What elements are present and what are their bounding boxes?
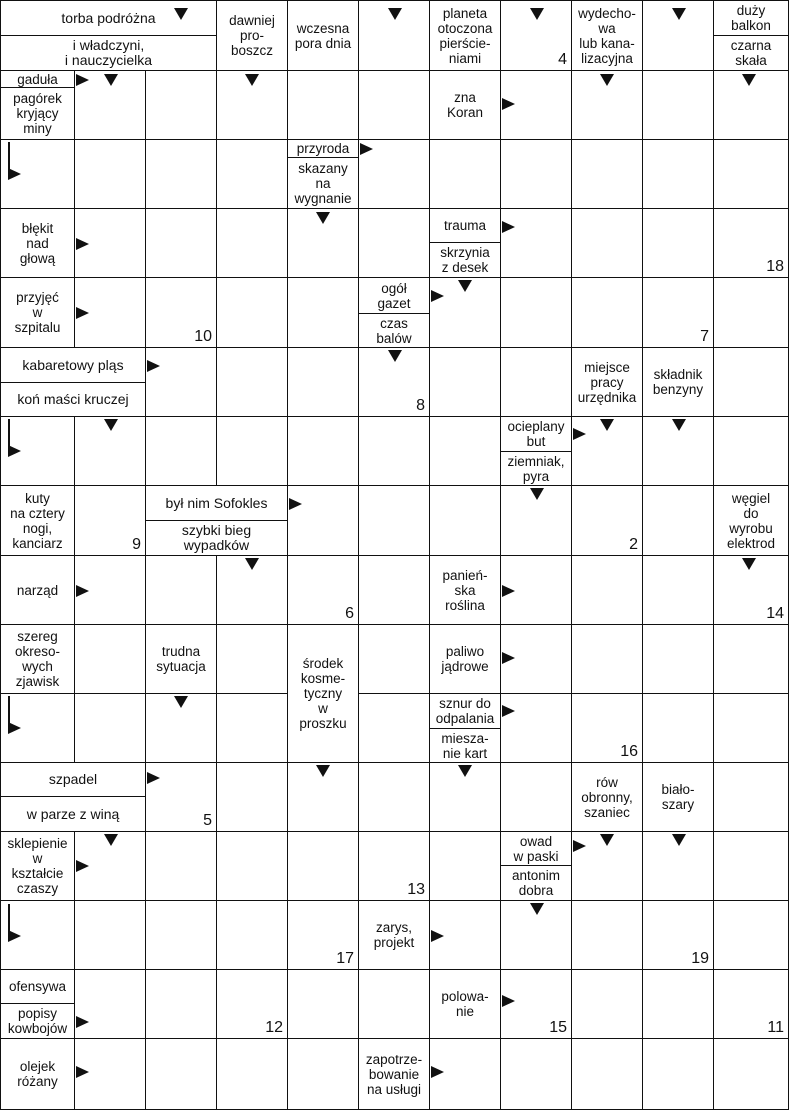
arrow-down-icon	[742, 558, 756, 570]
arrow-right-icon	[502, 652, 515, 664]
clue-cell: trauma	[430, 209, 501, 243]
arrow-stem-icon	[8, 142, 10, 170]
arrow-down-icon	[316, 765, 330, 777]
answer-cell[interactable]	[643, 901, 714, 970]
answer-cell[interactable]	[501, 348, 572, 417]
clue-cell: miejsce pracy urzędnika	[572, 348, 643, 417]
answer-cell[interactable]	[217, 278, 288, 348]
arrow-down-icon	[388, 350, 402, 362]
arrow-right-icon	[573, 840, 586, 852]
answer-cell[interactable]	[714, 763, 789, 832]
answer-cell[interactable]	[359, 625, 430, 694]
clue-cell: szpadel	[0, 763, 146, 797]
answer-cell[interactable]	[359, 763, 430, 832]
answer-cell[interactable]	[288, 970, 359, 1039]
answer-cell[interactable]	[359, 556, 430, 625]
answer-cell[interactable]	[714, 140, 789, 209]
arrow-down-icon	[672, 419, 686, 431]
clue-cell: polowa- nie	[430, 970, 501, 1039]
answer-cell[interactable]	[643, 486, 714, 556]
arrow-down-icon	[530, 8, 544, 20]
cell-number: 5	[203, 812, 212, 829]
clue-cell: biało- szary	[643, 763, 714, 832]
clue-cell: trudna sytuacja	[146, 625, 217, 694]
answer-cell[interactable]	[288, 71, 359, 140]
answer-cell[interactable]	[217, 694, 288, 763]
answer-cell[interactable]	[714, 694, 789, 763]
arrow-down-icon	[600, 419, 614, 431]
cell-number: 15	[549, 1019, 567, 1036]
answer-cell[interactable]	[501, 278, 572, 348]
answer-cell[interactable]	[643, 556, 714, 625]
answer-cell[interactable]	[714, 348, 789, 417]
answer-cell[interactable]	[146, 556, 217, 625]
cell-number: 17	[336, 950, 354, 967]
answer-cell[interactable]	[217, 832, 288, 901]
answer-cell[interactable]	[501, 763, 572, 832]
answer-cell[interactable]	[288, 901, 359, 970]
arrow-right-icon	[502, 98, 515, 110]
cell-number: 8	[416, 397, 425, 414]
arrow-right-icon	[76, 74, 89, 86]
clue-cell: pagórek kryjący miny	[0, 88, 75, 140]
answer-cell[interactable]	[572, 625, 643, 694]
answer-cell[interactable]	[572, 970, 643, 1039]
cell-number: 13	[407, 881, 425, 898]
clue-cell: popisy kowbojów	[0, 1004, 75, 1039]
arrow-down-icon	[104, 834, 118, 846]
answer-cell[interactable]	[714, 901, 789, 970]
arrow-right-icon	[76, 1066, 89, 1078]
answer-cell[interactable]	[643, 71, 714, 140]
clue-cell: zarys, projekt	[359, 901, 430, 970]
clue-cell: narząd	[0, 556, 75, 625]
answer-cell[interactable]	[288, 417, 359, 486]
clue-cell: składnik benzyny	[643, 348, 714, 417]
answer-cell[interactable]	[75, 694, 146, 763]
clue-cell: błękit nad głową	[0, 209, 75, 278]
arrow-right-icon	[147, 772, 160, 784]
answer-cell[interactable]	[146, 970, 217, 1039]
arrow-right-icon	[76, 307, 89, 319]
arrow-down-icon	[388, 8, 402, 20]
arrow-down-icon	[600, 834, 614, 846]
clue-cell: przyjęć w szpitalu	[0, 278, 75, 348]
clue-cell: rów obronny, szaniec	[572, 763, 643, 832]
arrow-right-icon	[431, 290, 444, 302]
arrow-right-icon	[76, 860, 89, 872]
answer-cell[interactable]	[288, 348, 359, 417]
arrow-down-icon	[672, 834, 686, 846]
answer-cell[interactable]	[146, 1039, 217, 1110]
answer-cell[interactable]	[359, 209, 430, 278]
clue-cell: ogół gazet	[359, 278, 430, 314]
answer-cell[interactable]	[217, 209, 288, 278]
clue-cell: czarna skała	[714, 36, 789, 71]
clue-cell: przyroda	[288, 140, 359, 158]
answer-cell[interactable]	[359, 417, 430, 486]
clue-cell: gaduła	[0, 71, 75, 88]
arrow-down-icon	[104, 74, 118, 86]
answer-cell[interactable]	[359, 970, 430, 1039]
clue-cell: wydecho- wa lub kana- lizacyjna	[572, 0, 643, 71]
answer-cell[interactable]	[572, 209, 643, 278]
clue-cell: środek kosme- tyczny w proszku	[288, 625, 359, 763]
arrow-right-icon	[502, 585, 515, 597]
cell-number: 9	[132, 536, 141, 553]
arrow-stem-icon	[8, 904, 10, 932]
clue-cell: w parze z winą	[0, 797, 146, 832]
answer-cell[interactable]	[501, 140, 572, 209]
answer-cell[interactable]	[643, 1039, 714, 1110]
cell-number: 16	[620, 743, 638, 760]
arrow-right-icon	[502, 995, 515, 1007]
answer-cell[interactable]	[501, 1039, 572, 1110]
arrow-stem-icon	[8, 419, 10, 447]
arrow-right-icon	[360, 143, 373, 155]
answer-cell[interactable]	[643, 140, 714, 209]
answer-cell[interactable]	[572, 901, 643, 970]
clue-cell: owad w paski	[501, 832, 572, 866]
answer-cell[interactable]	[146, 209, 217, 278]
answer-cell[interactable]	[572, 1039, 643, 1110]
answer-cell[interactable]	[714, 1039, 789, 1110]
answer-cell[interactable]	[643, 209, 714, 278]
answer-cell[interactable]	[572, 140, 643, 209]
clue-cell: kabaretowy pląs	[0, 348, 146, 383]
answer-cell[interactable]	[643, 970, 714, 1039]
arrow-down-icon	[672, 8, 686, 20]
clue-cell: szybki bieg wypadków	[146, 521, 288, 556]
clue-cell: dawniej pro- boszcz	[217, 0, 288, 71]
answer-cell[interactable]	[146, 832, 217, 901]
clue-cell: ziemniak, pyra	[501, 452, 572, 486]
answer-cell[interactable]	[75, 970, 146, 1039]
arrow-down-icon	[600, 74, 614, 86]
clue-cell: zna Koran	[430, 71, 501, 140]
clue-cell: sznur do odpalania	[430, 694, 501, 729]
answer-cell[interactable]	[146, 140, 217, 209]
answer-cell[interactable]	[217, 901, 288, 970]
cell-number: 19	[691, 950, 709, 967]
answer-cell[interactable]	[146, 71, 217, 140]
answer-cell[interactable]	[359, 832, 430, 901]
answer-cell[interactable]	[430, 417, 501, 486]
arrow-down-icon	[742, 74, 756, 86]
answer-cell[interactable]	[714, 209, 789, 278]
cell-number: 2	[629, 536, 638, 553]
answer-cell[interactable]	[288, 832, 359, 901]
clue-cell: szereg okreso- wych zjawisk	[0, 625, 75, 694]
arrow-right-icon	[502, 705, 515, 717]
cell-number: 4	[558, 51, 567, 68]
answer-cell[interactable]	[714, 832, 789, 901]
clue-cell: panień- ska roślina	[430, 556, 501, 625]
answer-cell[interactable]	[643, 625, 714, 694]
clue-cell: duży balkon	[714, 0, 789, 36]
answer-cell[interactable]	[359, 486, 430, 556]
cell-number: 12	[265, 1019, 283, 1036]
cell-number: 14	[766, 605, 784, 622]
arrow-right-icon	[289, 498, 302, 510]
clue-cell: miesza- nie kart	[430, 729, 501, 763]
answer-cell[interactable]	[217, 140, 288, 209]
answer-cell[interactable]	[217, 1039, 288, 1110]
answer-cell[interactable]	[714, 970, 789, 1039]
answer-cell[interactable]	[75, 625, 146, 694]
answer-cell[interactable]	[501, 209, 572, 278]
arrow-right-icon	[502, 221, 515, 233]
answer-cell[interactable]	[288, 278, 359, 348]
arrow-down-icon	[530, 488, 544, 500]
arrow-down-icon	[458, 280, 472, 292]
arrow-down-icon	[245, 558, 259, 570]
answer-cell[interactable]	[643, 278, 714, 348]
answer-cell[interactable]	[572, 486, 643, 556]
arrow-right-icon	[76, 1016, 89, 1028]
answer-cell[interactable]	[75, 486, 146, 556]
answer-cell[interactable]	[714, 625, 789, 694]
arrow-right-icon	[76, 585, 89, 597]
answer-cell[interactable]	[359, 71, 430, 140]
answer-cell[interactable]	[288, 556, 359, 625]
clue-cell: był nim Sofokles	[146, 486, 288, 521]
clue-cell: ofensywa	[0, 970, 75, 1004]
clue-cell: i władczyni, i nauczycielka	[0, 36, 217, 71]
answer-cell[interactable]	[146, 348, 217, 417]
cell-number: 6	[345, 605, 354, 622]
cell-number: 10	[194, 328, 212, 345]
answer-cell[interactable]	[572, 278, 643, 348]
answer-cell[interactable]	[217, 417, 288, 486]
answer-cell[interactable]	[430, 832, 501, 901]
arrow-right-icon	[76, 238, 89, 250]
clue-cell: węgiel do wyrobu elektrod	[714, 486, 789, 556]
arrow-down-icon	[174, 8, 188, 20]
answer-cell[interactable]	[217, 348, 288, 417]
arrow-down-icon	[530, 903, 544, 915]
cell-number: 7	[700, 328, 709, 345]
arrow-down-icon	[316, 212, 330, 224]
answer-cell[interactable]	[146, 278, 217, 348]
clue-cell: kuty na cztery nogi, kanciarz	[0, 486, 75, 556]
answer-cell[interactable]	[430, 486, 501, 556]
answer-cell[interactable]	[430, 140, 501, 209]
answer-cell[interactable]	[430, 348, 501, 417]
answer-cell[interactable]	[359, 694, 430, 763]
answer-cell[interactable]	[643, 694, 714, 763]
answer-cell[interactable]	[217, 763, 288, 832]
clue-cell: czas balów	[359, 314, 430, 348]
answer-cell[interactable]	[714, 417, 789, 486]
answer-cell[interactable]	[217, 970, 288, 1039]
answer-cell[interactable]	[288, 1039, 359, 1110]
answer-cell[interactable]	[146, 901, 217, 970]
arrow-right-icon	[431, 1066, 444, 1078]
arrow-right-icon	[573, 428, 586, 440]
clue-cell: wczesna pora dnia	[288, 0, 359, 71]
answer-cell[interactable]	[75, 140, 146, 209]
arrow-right-icon	[147, 360, 160, 372]
clue-cell: paliwo jądrowe	[430, 625, 501, 694]
arrow-stem-icon	[8, 696, 10, 724]
clue-cell: olejek różany	[0, 1039, 75, 1110]
clue-cell: skazany na wygnanie	[288, 158, 359, 209]
answer-cell[interactable]	[288, 486, 359, 556]
clue-cell: antonim dobra	[501, 866, 572, 901]
clue-cell: sklepienie w kształcie czaszy	[0, 832, 75, 901]
arrow-down-icon	[104, 419, 118, 431]
answer-cell[interactable]	[572, 556, 643, 625]
cell-number: 11	[767, 1019, 784, 1036]
answer-cell[interactable]	[146, 417, 217, 486]
answer-cell[interactable]	[572, 694, 643, 763]
answer-cell[interactable]	[75, 901, 146, 970]
arrow-down-icon	[245, 74, 259, 86]
clue-cell: ocieplany but	[501, 417, 572, 452]
clue-cell: torba podróżna	[0, 0, 217, 36]
arrow-down-icon	[174, 696, 188, 708]
clue-cell: skrzynia z desek	[430, 243, 501, 278]
clue-cell: koń maści kruczej	[0, 383, 146, 417]
arrow-right-icon	[431, 930, 444, 942]
answer-cell[interactable]	[217, 625, 288, 694]
clue-cell: zapotrze- bowanie na usługi	[359, 1039, 430, 1110]
cell-number: 18	[766, 258, 784, 275]
arrow-down-icon	[458, 765, 472, 777]
answer-cell[interactable]	[714, 278, 789, 348]
clue-cell: planeta otoczona pierście- niami	[430, 0, 501, 71]
